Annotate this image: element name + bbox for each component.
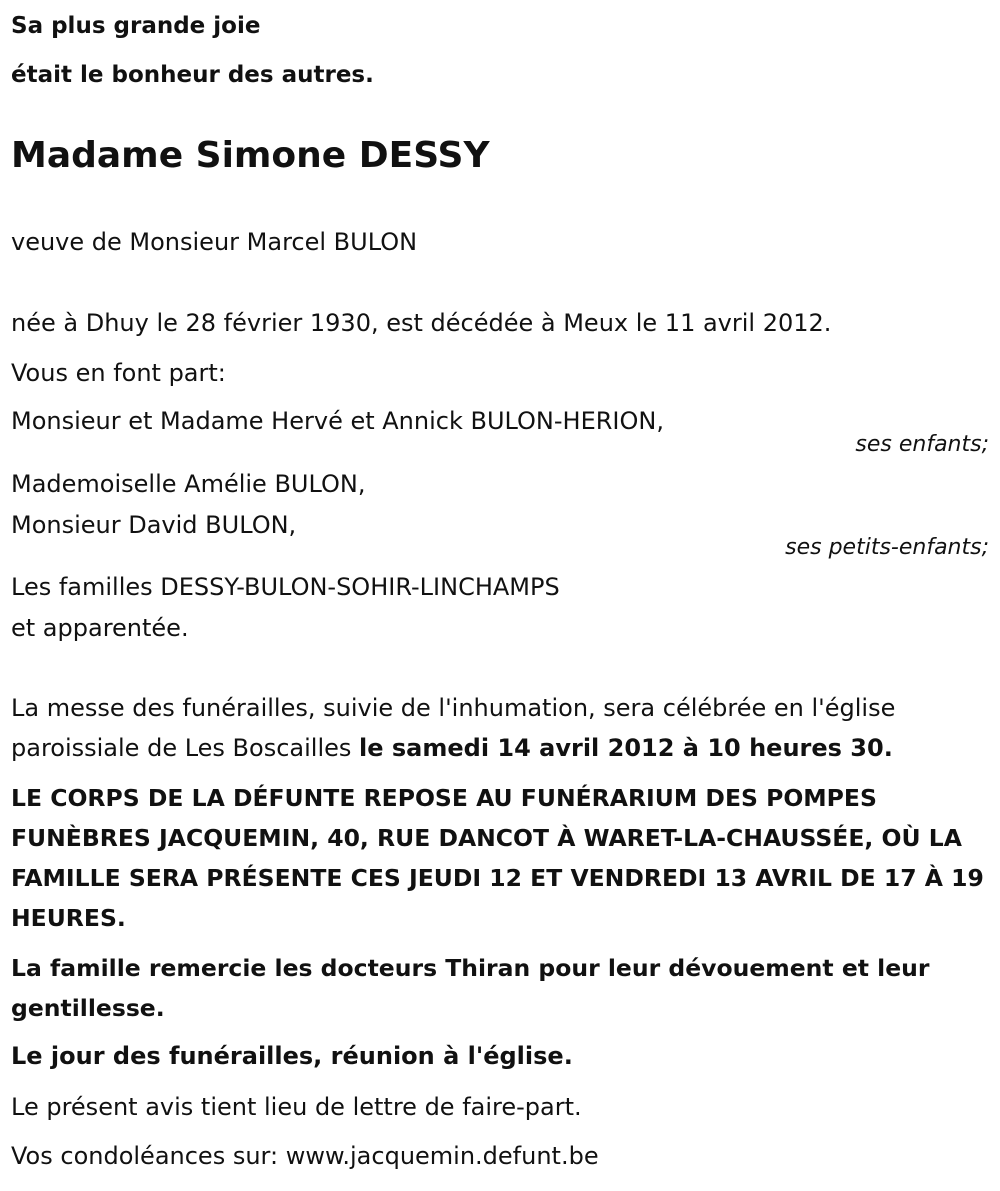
deceased-name: Madame Simone DESSY (11, 135, 490, 176)
reunion-notice: Le jour des funérailles, réunion à l'église. (11, 1042, 573, 1070)
epitaph-line-1: Sa plus grande joie (11, 13, 261, 39)
letter-notice: Le présent avis tient lieu de lettre de faire-part. (11, 1093, 582, 1121)
thanks-notice: La famille remercie les docteurs Thiran pour leur dévouement et leur gentillesse. (11, 954, 930, 1022)
service-datetime: le samedi 14 avril 2012 à 10 heures 30. (359, 734, 893, 762)
grandchild-1: Mademoiselle Amélie BULON, (11, 470, 366, 498)
epitaph-line-2: était le bonheur des autres. (11, 62, 374, 88)
spouse-line: veuve de Monsieur Marcel BULON (11, 228, 418, 256)
grandchild-2: Monsieur David BULON, (11, 511, 297, 539)
funerarium-notice: LE CORPS DE LA DÉFUNTE REPOSE AU FUNÉRARIUM DES POMPES FUNÈBRES JACQUEMIN, 40, RUE DANCOT À WARET-LA-CHAUSSÉE, OÙ LA FAMILLE SERA PRÉSENTE CES JEUDI 12 ET VENDREDI 13 AVRIL DE 17 À 19 HEURES. (11, 784, 984, 932)
families-line-2: et apparentée. (11, 614, 189, 642)
service-text: La messe des funérailles, suivie de l'inhumation, sera célébrée en l'église paroissiale de Les Boscailles (11, 694, 896, 762)
condolences-notice: Vos condoléances sur: www.jacquemin.defunt.be (11, 1142, 599, 1170)
funeral-service (11, 688, 986, 768)
families-line-1: Les familles DESSY-BULON-SOHIR-LINCHAMPS (11, 573, 560, 601)
announcement-intro: Vous en font part: (11, 359, 226, 387)
birth-death-line: née à Dhuy le 28 février 1930, est décédée à Meux le 11 avril 2012. (11, 309, 832, 337)
children-names: Monsieur et Madame Hervé et Annick BULON-HERION, (11, 407, 664, 435)
children-role: ses enfants; (855, 432, 989, 457)
grandchildren-role: ses petits-enfants; (785, 535, 989, 560)
